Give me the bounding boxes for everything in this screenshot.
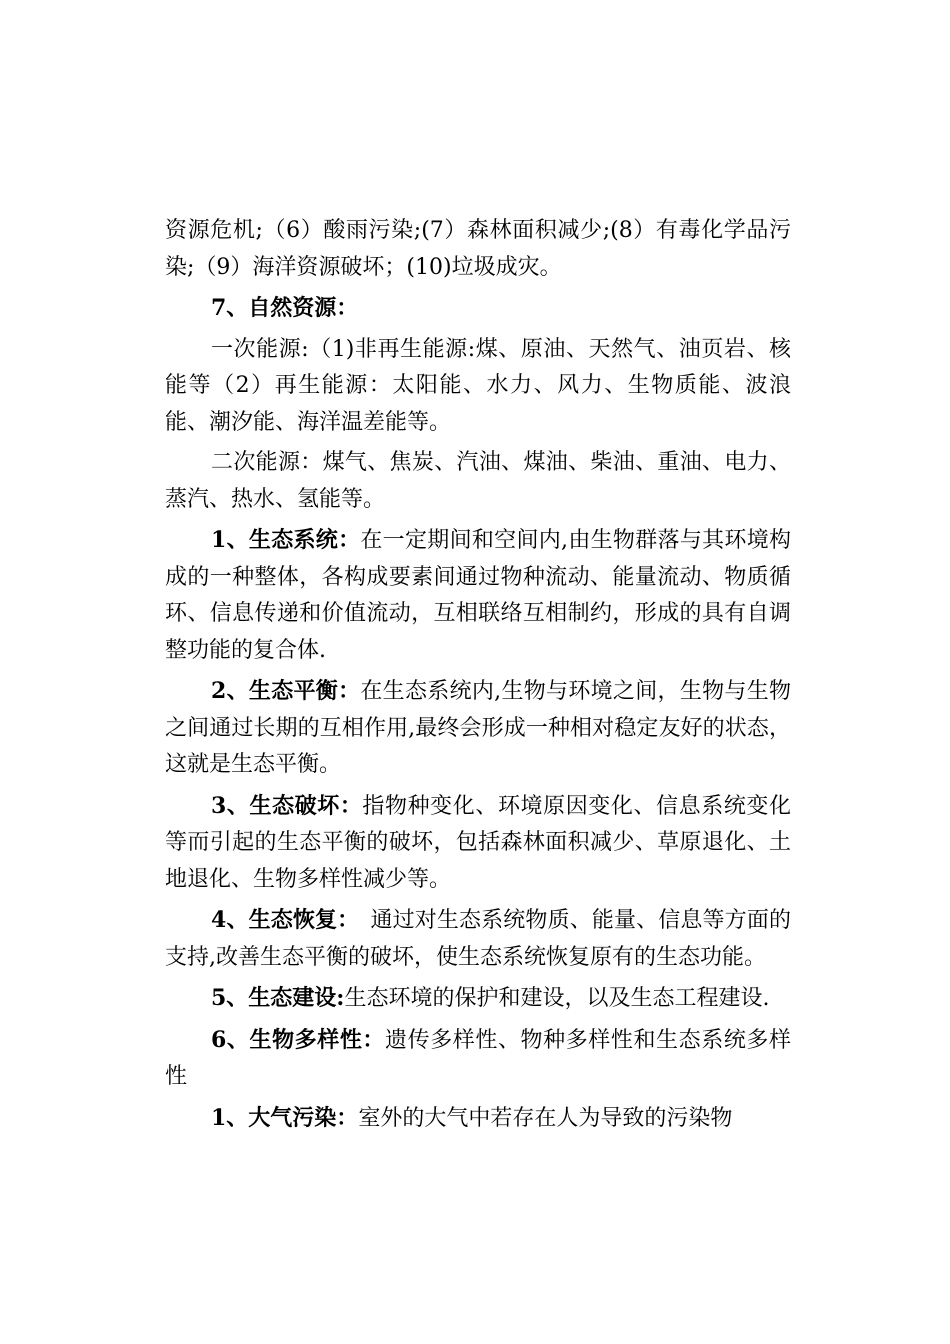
paragraph-natural-resources-heading xyxy=(165,290,791,328)
paragraph-secondary-energy xyxy=(165,445,791,518)
paragraph-text: 一次能源:（1)非再生能源:煤、原油、天然气、油页岩、核能等（2）再生能源：太阳能、水力、风力、生物质能、波浪能、潮汐能、海洋温差能等。 xyxy=(165,336,791,435)
term-heading: 5、生态建设: xyxy=(211,985,345,1011)
paragraph-text: 室外的大气中若存在人为导致的污染物 xyxy=(358,1105,733,1131)
term-heading: 6、生物多样性： xyxy=(211,1026,386,1053)
paragraph-primary-energy xyxy=(165,332,791,442)
paragraph-text: 指物种变化、环境原因变化、信息系统变化等而引起的生态平衡的破坏，包括森林面积减少、草原退化、土地退化、生物多样性减少等。 xyxy=(165,793,791,892)
term-heading: 7、自然资源： xyxy=(211,295,359,321)
paragraph-text: 生态环境的保护和建设，以及生态工程建设. xyxy=(344,986,770,1011)
paragraph-ecosystem xyxy=(165,522,791,669)
paragraph-biodiversity xyxy=(165,1022,791,1096)
paragraph-text: 在一定期间和空间内,由生物群落与其环境构成的一种整体，各构成要素间通过物种流动、能量流动、物质循环、信息传递和价值流动，互相联络互相制约，形成的具有自调整功能的复合体. xyxy=(165,528,792,663)
paragraph-ecological-restoration xyxy=(165,902,791,976)
paragraph-text: 二次能源：煤气、焦炭、汽油、煤油、柴油、重油、电力、蒸汽、热水、氢能等。 xyxy=(165,450,791,512)
paragraph-text: 通过对生态系统物质、能量、信息等方面的支持,改善生态平衡的破坏，使生态系统恢复原有的生态功能。 xyxy=(165,908,791,970)
document-body xyxy=(165,213,791,1141)
paragraph-air-pollution xyxy=(165,1100,791,1138)
paragraph-text: 在生态系统内,生物与环境之间，生物与生物之间通过长期的互相作用,最终会形成一种相对稳定友好的状态，这就是生态平衡。 xyxy=(165,679,792,777)
paragraph-pollution-list xyxy=(165,213,791,286)
term-heading: 4、生态恢复： xyxy=(211,907,349,933)
paragraph-ecological-balance xyxy=(165,673,791,784)
term-heading: 2、生态平衡： xyxy=(211,678,361,704)
paragraph-ecological-construction xyxy=(165,980,791,1018)
term-heading: 3、生态破坏： xyxy=(211,792,363,819)
paragraph-ecological-damage xyxy=(165,788,791,899)
paragraph-text: 资源危机;（6）酸雨污染;(7）森林面积减少;(8）有毒化学品污染;（9）海洋资源破坏；(10)垃圾成灾。 xyxy=(165,218,791,280)
paragraph-text: 遗传多样性、物种多样性和生态系统多样性 xyxy=(165,1027,791,1089)
term-heading: 1、生态系统： xyxy=(211,527,361,553)
term-heading: 1、大气污染： xyxy=(211,1104,359,1131)
